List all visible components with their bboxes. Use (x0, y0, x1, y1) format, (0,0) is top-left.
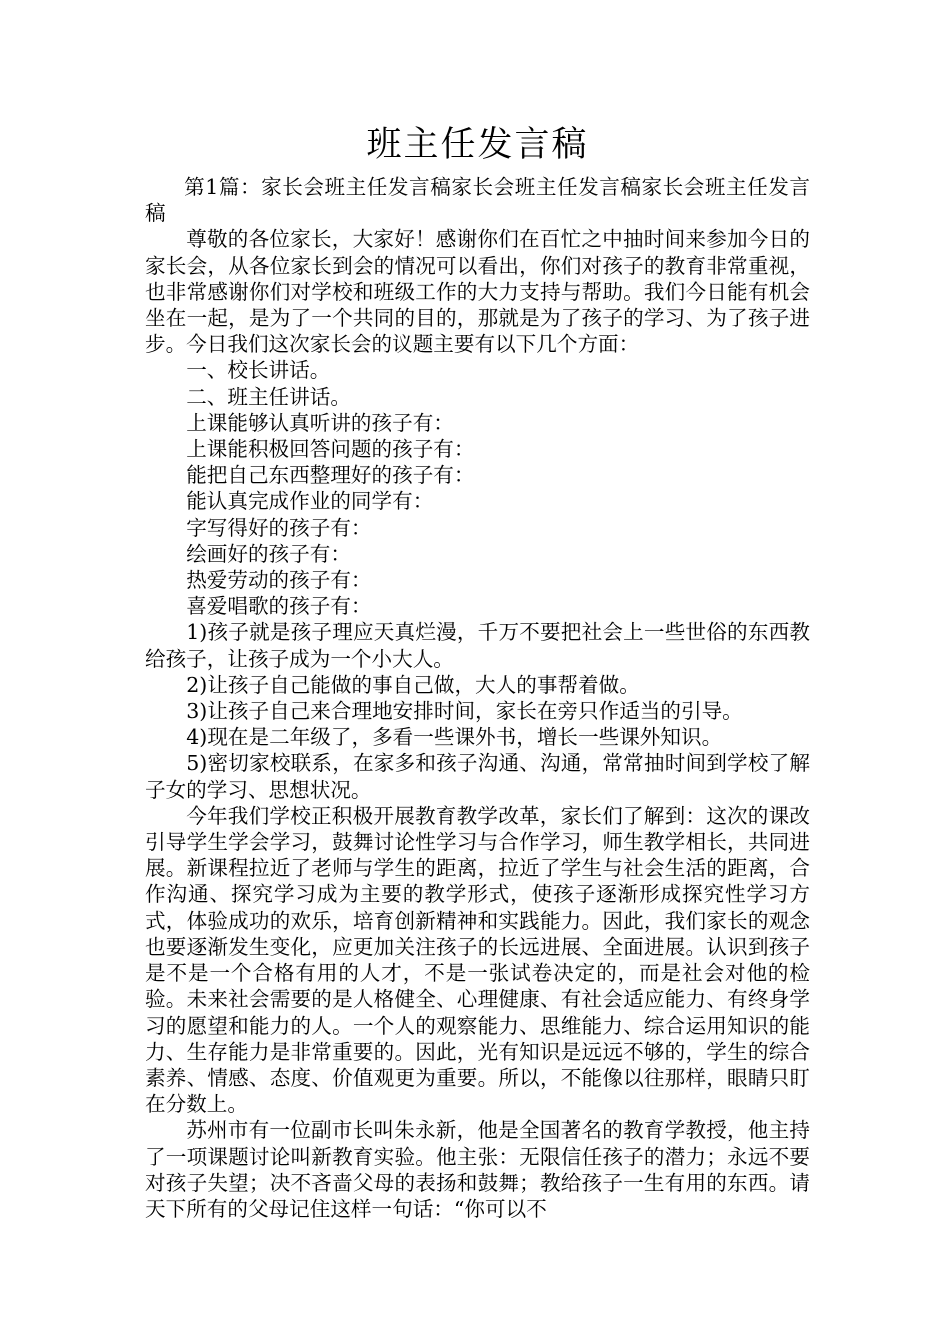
document-page (145, 120, 810, 1222)
section-heading: 第1篇：家长会班主任发言稿家长会班主任发言稿家长会班主任发言稿 (145, 175, 810, 226)
list-item: 上课能积极回答问题的孩子有： (186, 437, 475, 462)
advice-item-1: 1)孩子就是孩子理应天真烂漫，千万不要把社会上一些世俗的东西教给孩子，让孩子成为一个小大人。 (145, 620, 810, 671)
paragraph-greeting: 尊敬的各位家长，大家好！感谢你们在百忙之中抽时间来参加今日的家长会，从各位家长到会的情况可以看出，你们对孩子的教育非常重视，也非常感谢你们对学校和班级工作的大力支持与帮助。我们今日能有机会坐在一起，是为了一个共同的目的，那就是为了孩子的学习、为了孩子进步。今日我们这次家长会的议题主要有以下几个方面： (145, 227, 810, 357)
agenda-item-1: 一、校长讲话。 (186, 358, 331, 383)
list-item: 上课能够认真听讲的孩子有： (186, 410, 454, 435)
paragraph-suzhou: 苏州市有一位副市长叫朱永新，他是全国著名的教育学教授，他主持了一项课题讨论叫新教育实验。他主张：无限信任孩子的潜力；永远不要对孩子失望；决不吝啬父母的表扬和鼓舞；教给孩子一生有用的东西。请天下所有的父母记住这样一句话：“你可以不 (145, 1118, 810, 1221)
document-title: 班主任发言稿 (366, 125, 589, 165)
agenda-item-2: 二、班主任讲话。 (186, 384, 351, 409)
list-item: 绘画好的孩子有： (186, 541, 351, 566)
list-item: 喜爱唱歌的孩子有： (186, 594, 372, 619)
advice-item-5: 5)密切家校联系，在家多和孩子沟通、沟通，常常抽时间到学校了解子女的学习、思想状况。 (145, 751, 810, 802)
advice-item-4: 4)现在是二年级了，多看一些课外书，增长一些课外知识。 (186, 725, 723, 750)
list-item: 能认真完成作业的同学有： (186, 489, 434, 514)
list-item: 字写得好的孩子有： (186, 515, 372, 540)
advice-item-3: 3)让孩子自己来合理地安排时间，家长在旁只作适当的引导。 (186, 699, 743, 724)
list-item: 热爱劳动的孩子有： (186, 568, 372, 593)
paragraph-reform: 今年我们学校正积极开展教育教学改革，家长们了解到：这次的课改引导学生学会学习，鼓舞讨论性学习与合作学习，师生教学相长，共同进展。新课程拉近了老师与学生的距离，拉近了学生与社会生活的距离，合作沟通、探究学习成为主要的教学形式，使孩子逐渐形成探究性学习方式，体验成功的欢乐，培育创新精神和实践能力。因此，我们家长的观念也要逐渐发生变化，应更加关注孩子的长远进展、全面进展。认识到孩子是不是一个合格有用的人才，不是一张试卷决定的，而是社会对他的检验。未来社会需要的是人格健全、心理健康、有社会适应能力、有终身学习的愿望和能力的人。一个人的观察能力、思维能力、综合运用知识的能力、生存能力是非常重要的。因此，光有知识是远远不够的，学生的综合素养、情感、态度、价值观更为重要。所以，不能像以往那样，眼睛只盯在分数上。 (145, 803, 810, 1117)
advice-item-2: 2)让孩子自己能做的事自己做，大人的事帮着做。 (186, 672, 640, 697)
list-item: 能把自己东西整理好的孩子有： (186, 463, 475, 488)
